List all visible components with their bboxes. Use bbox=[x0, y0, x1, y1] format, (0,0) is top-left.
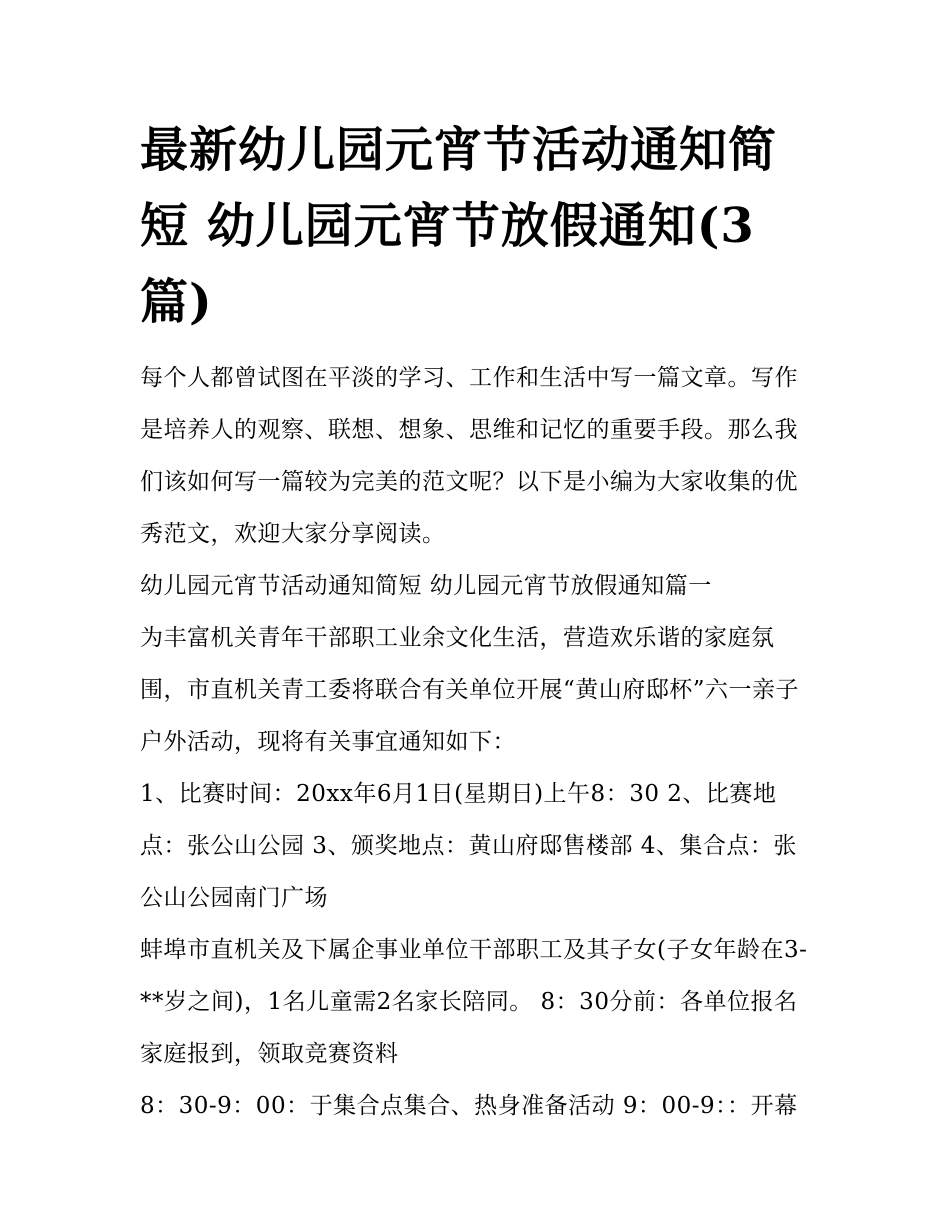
document-title: 最新幼儿园元宵节活动通知简短 幼儿园元宵节放假通知(3篇) bbox=[140, 122, 778, 330]
body-paragraph: 为丰富机关青年干部职工业余文化生活，营造欢乐谐的家庭氛围，市直机关青工委将联合有关单位开展“黄山府邸杯”六一亲子户外活动，现将有关事宜通知如下： bbox=[140, 625, 800, 755]
intro-paragraph: 每个人都曾试图在平淡的学习、工作和生活中写一篇文章。写作是培养人的观察、联想、想象、思维和记忆的重要手段。那么我们该如何写一篇较为完美的范文呢？以下是小编为大家收集的优秀范文，欢迎大家分享阅读。 bbox=[140, 365, 798, 547]
body-paragraph: 1、比赛时间：20xx年6月1日(星期日)上午8：30 2、比赛地点：张公山公园 3、颁奖地点：黄山府邸售楼部 4、集合点：张公山公园南门广场 bbox=[140, 781, 797, 911]
document-page bbox=[140, 112, 815, 1132]
section-heading: 幼儿园元宵节活动通知简短 幼儿园元宵节放假通知篇一 bbox=[140, 573, 712, 599]
body-paragraph: 蚌埠市直机关及下属企事业单位干部职工及其子女(子女年龄在3-**岁之间)，1名儿童需2名家长陪同。 8：30分前：各单位报名家庭报到，领取竞赛资料 bbox=[140, 937, 808, 1067]
body-paragraph: 8：30-9：00：于集合点集合、热身准备活动 9：00-9：：开幕 bbox=[140, 1093, 798, 1119]
